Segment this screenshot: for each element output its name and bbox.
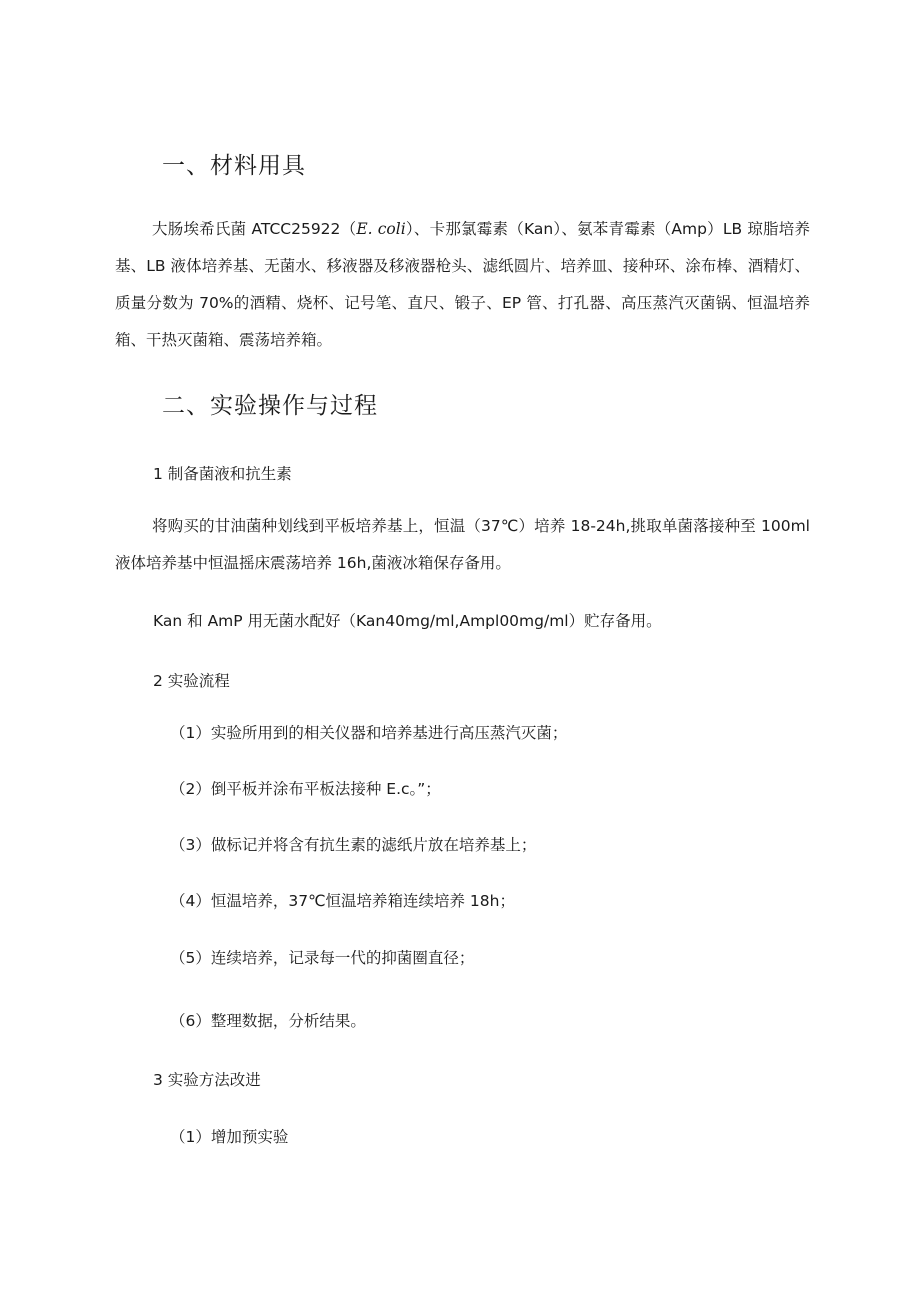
materials-text-end: ）、卡那氯霉素（Kan）、氨苯青霉素（Amp）LB 琼脂培养基、LB 液体培养基、无菌水、移液器及移液器枪头、滤纸圆片、培养皿、接种环、涂布棒、酒精灯、质量分数为 70%的酒精、烧杯、记号笔、直尺、锻子、EP 管、打孔器、高压蒸汽灭菌锅、恒温培养箱、干热灭菌箱、震荡培养箱。 — [115, 220, 811, 349]
step-item: （2）倒平板并涂布平板法接种 E.c。”； — [170, 780, 441, 798]
subsection-title-flow: 2 实验流程 — [153, 672, 230, 690]
materials-text-start: 大肠埃希氏菌 ATCC25922（ — [152, 220, 357, 238]
step-item: （4）恒温培养，37℃恒温培养箱连续培养 18h； — [170, 892, 515, 910]
step-item: （5）连续培养，记录每一代的抑菌圈直径； — [170, 949, 475, 967]
subsection-title-improvement: 3 实验方法改进 — [153, 1071, 261, 1089]
section-heading-procedure: 二、实验操作与过程 — [162, 393, 378, 419]
step-item: （3）做标记并将含有抗生素的滤纸片放在培养基上； — [170, 836, 537, 854]
prepare-paragraph: 将购买的甘油菌种划线到平板培养基上，恒温（37℃）培养 18-24h,挑取单菌落接种至 100ml 液体培养基中恒温摇床震荡培养 16h,菌液冰箱保存备用。 — [115, 517, 810, 572]
subsection-title-prepare: 1 制备菌液和抗生素 — [153, 465, 292, 483]
materials-paragraph — [115, 211, 810, 359]
antibiotic-paragraph: Kan 和 AmP 用无菌水配好（Kan40mg∕ml,Ampl00mg∕ml）贮存备用。 — [153, 612, 662, 630]
step-item: （1）实验所用到的相关仪器和培养基进行高压蒸汽灭菌； — [170, 724, 568, 742]
section-heading-materials: 一、材料用具 — [162, 153, 306, 179]
step-item: （1）增加预实验 — [170, 1128, 289, 1146]
italic-species-name: E. coli — [356, 220, 406, 238]
step-item: （6）整理数据，分析结果。 — [170, 1012, 366, 1030]
